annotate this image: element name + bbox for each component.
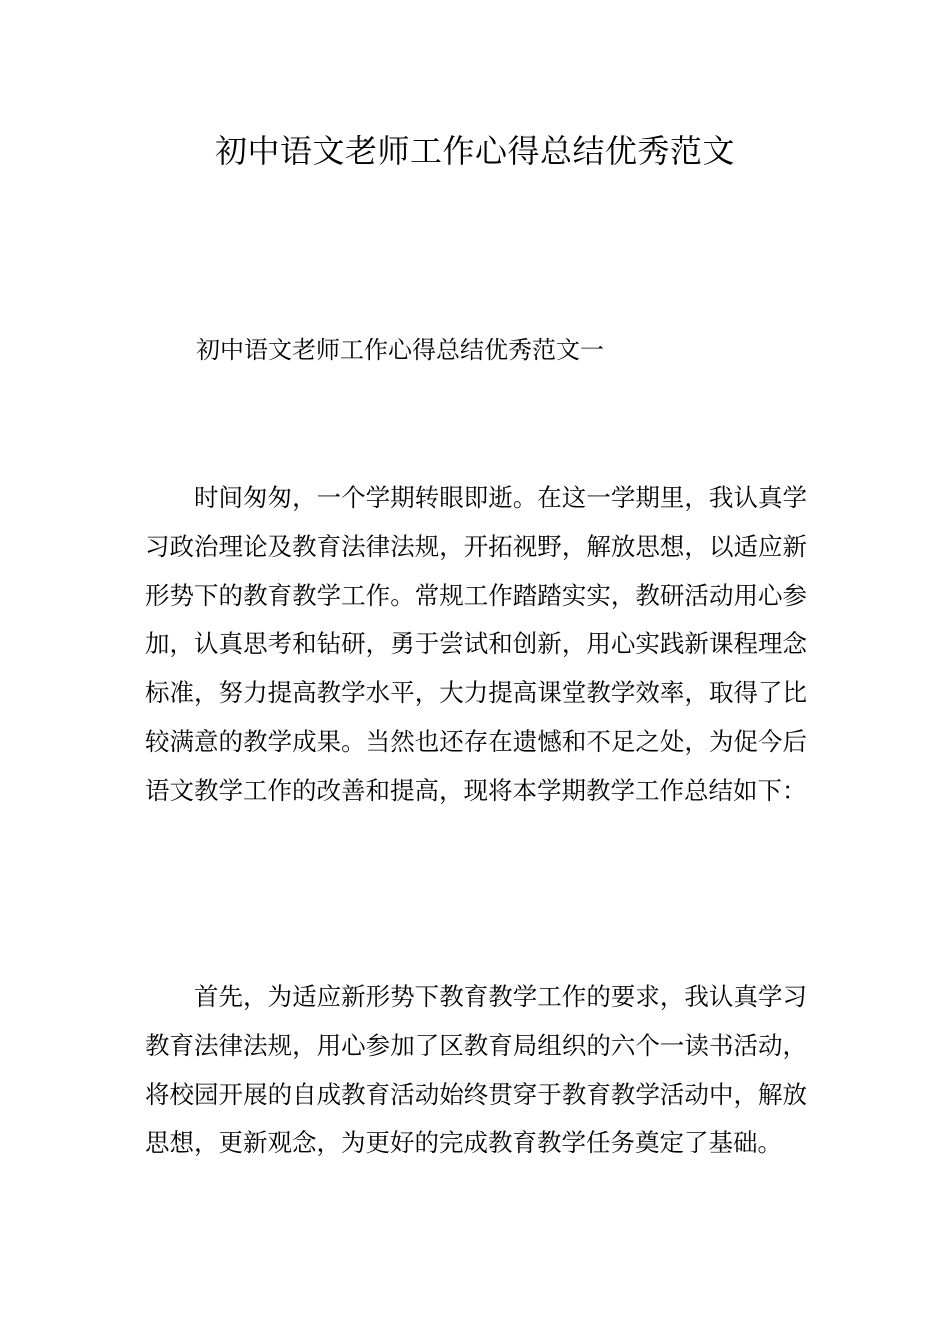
document-title: 初中语文老师工作心得总结优秀范文 bbox=[214, 132, 735, 170]
body-paragraph-2: 首先，为适应新形势下教育教学工作的要求，我认真学习教育法律法规，用心参加了区教育局组织的六个一读书活动，将校园开展的自成教育活动始终贯穿于教育教学活动中，解放思想，更新观念，为更好的完成教育教学任务奠定了基础。 bbox=[145, 982, 807, 1158]
section-heading: 初中语文老师工作心得总结优秀范文一 bbox=[196, 336, 604, 364]
body-paragraph-1: 时间匆匆，一个学期转眼即逝。在这一学期里，我认真学习政治理论及教育法律法规，开拓视野，解放思想，以适应新形势下的教育教学工作。常规工作踏踏实实，教研活动用心参加，认真思考和钻研，勇于尝试和创新，用心实践新课程理念标准，努力提高教学水平，大力提高课堂教学效率，取得了比较满意的教学成果。当然也还存在遗憾和不足之处，为促今后语文教学工作的改善和提高，现将本学期教学工作总结如下： bbox=[145, 483, 807, 805]
